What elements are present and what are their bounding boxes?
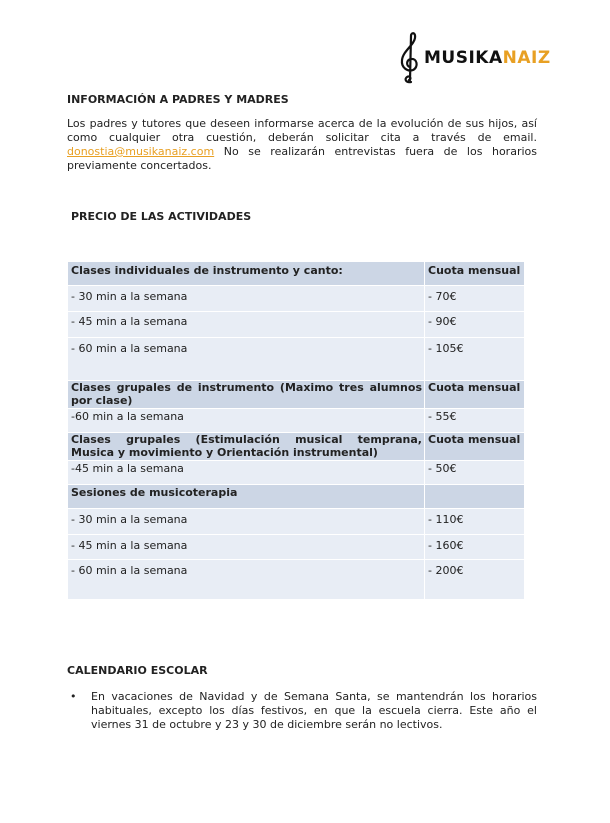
table-row [68, 461, 525, 485]
info-paragraph [67, 117, 537, 173]
duration-cell: - 60 min a la semana [68, 560, 425, 600]
price-cell: - 110€ [425, 509, 525, 535]
info-text-before: Los padres y tutores que deseen informarse acerca de la evolución de sus hijos, así como cualquier otra cuestión, deberán solicitar cita a través de email. [67, 117, 537, 144]
bullet-icon: • [70, 690, 77, 703]
email-link[interactable]: donostia@musikanaiz.com [67, 145, 215, 158]
section-title: Clases grupales (Estimulación musical temprana, Musica y movimiento y Orientación instrumental) [68, 433, 425, 461]
table-row [68, 312, 525, 338]
section-header-row [68, 381, 525, 409]
table-row [68, 535, 525, 560]
table-row [68, 560, 525, 600]
prices-table [67, 261, 525, 600]
treble-clef-icon [398, 30, 422, 86]
section-title: Sesiones de musicoterapia [68, 485, 425, 509]
price-cell: - 70€ [425, 286, 525, 312]
calendar-heading: CALENDARIO ESCOLAR [67, 664, 208, 677]
price-header [425, 485, 525, 509]
duration-cell: - 45 min a la semana [68, 312, 425, 338]
duration-cell: - 30 min a la semana [68, 509, 425, 535]
musikanaiz-logo [398, 30, 551, 86]
duration-cell: -45 min a la semana [68, 461, 425, 485]
duration-cell: - 60 min a la semana [68, 338, 425, 381]
section-header-row [68, 433, 525, 461]
price-header: Cuota mensual [425, 433, 525, 461]
calendar-list-item [70, 690, 537, 732]
price-cell: - 55€ [425, 409, 525, 433]
table-row [68, 286, 525, 312]
section-title: Clases grupales de instrumento (Maximo tres alumnos por clase) [68, 381, 425, 409]
table-row [68, 409, 525, 433]
info-text-after: No se realizarán entrevistas fuera de los horarios previamente concertados. [67, 145, 537, 172]
calendar-text: En vacaciones de Navidad y de Semana Santa, se mantendrán los horarios habituales, excepto los días festivos, en que la escuela cierra. Este año el viernes 31 de octubre y 23 y 30 de diciembre serán no lectivos. [91, 690, 537, 731]
price-cell: - 90€ [425, 312, 525, 338]
logo-wordmark: MUSIKANAIZ [424, 48, 551, 68]
price-header: Cuota mensual [425, 262, 525, 286]
prices-heading: PRECIO DE LAS ACTIVIDADES [71, 210, 252, 223]
duration-cell: - 45 min a la semana [68, 535, 425, 560]
price-cell: - 50€ [425, 461, 525, 485]
section-header-row [68, 262, 525, 286]
section-title: Clases individuales de instrumento y canto: [68, 262, 425, 286]
duration-cell: -60 min a la semana [68, 409, 425, 433]
price-header: Cuota mensual [425, 381, 525, 409]
table-row [68, 338, 525, 381]
info-heading: INFORMACIÓN A PADRES Y MADRES [67, 93, 289, 106]
duration-cell: - 30 min a la semana [68, 286, 425, 312]
price-cell: - 105€ [425, 338, 525, 381]
price-cell: - 160€ [425, 535, 525, 560]
section-header-row [68, 485, 525, 509]
price-cell: - 200€ [425, 560, 525, 600]
table-row [68, 509, 525, 535]
